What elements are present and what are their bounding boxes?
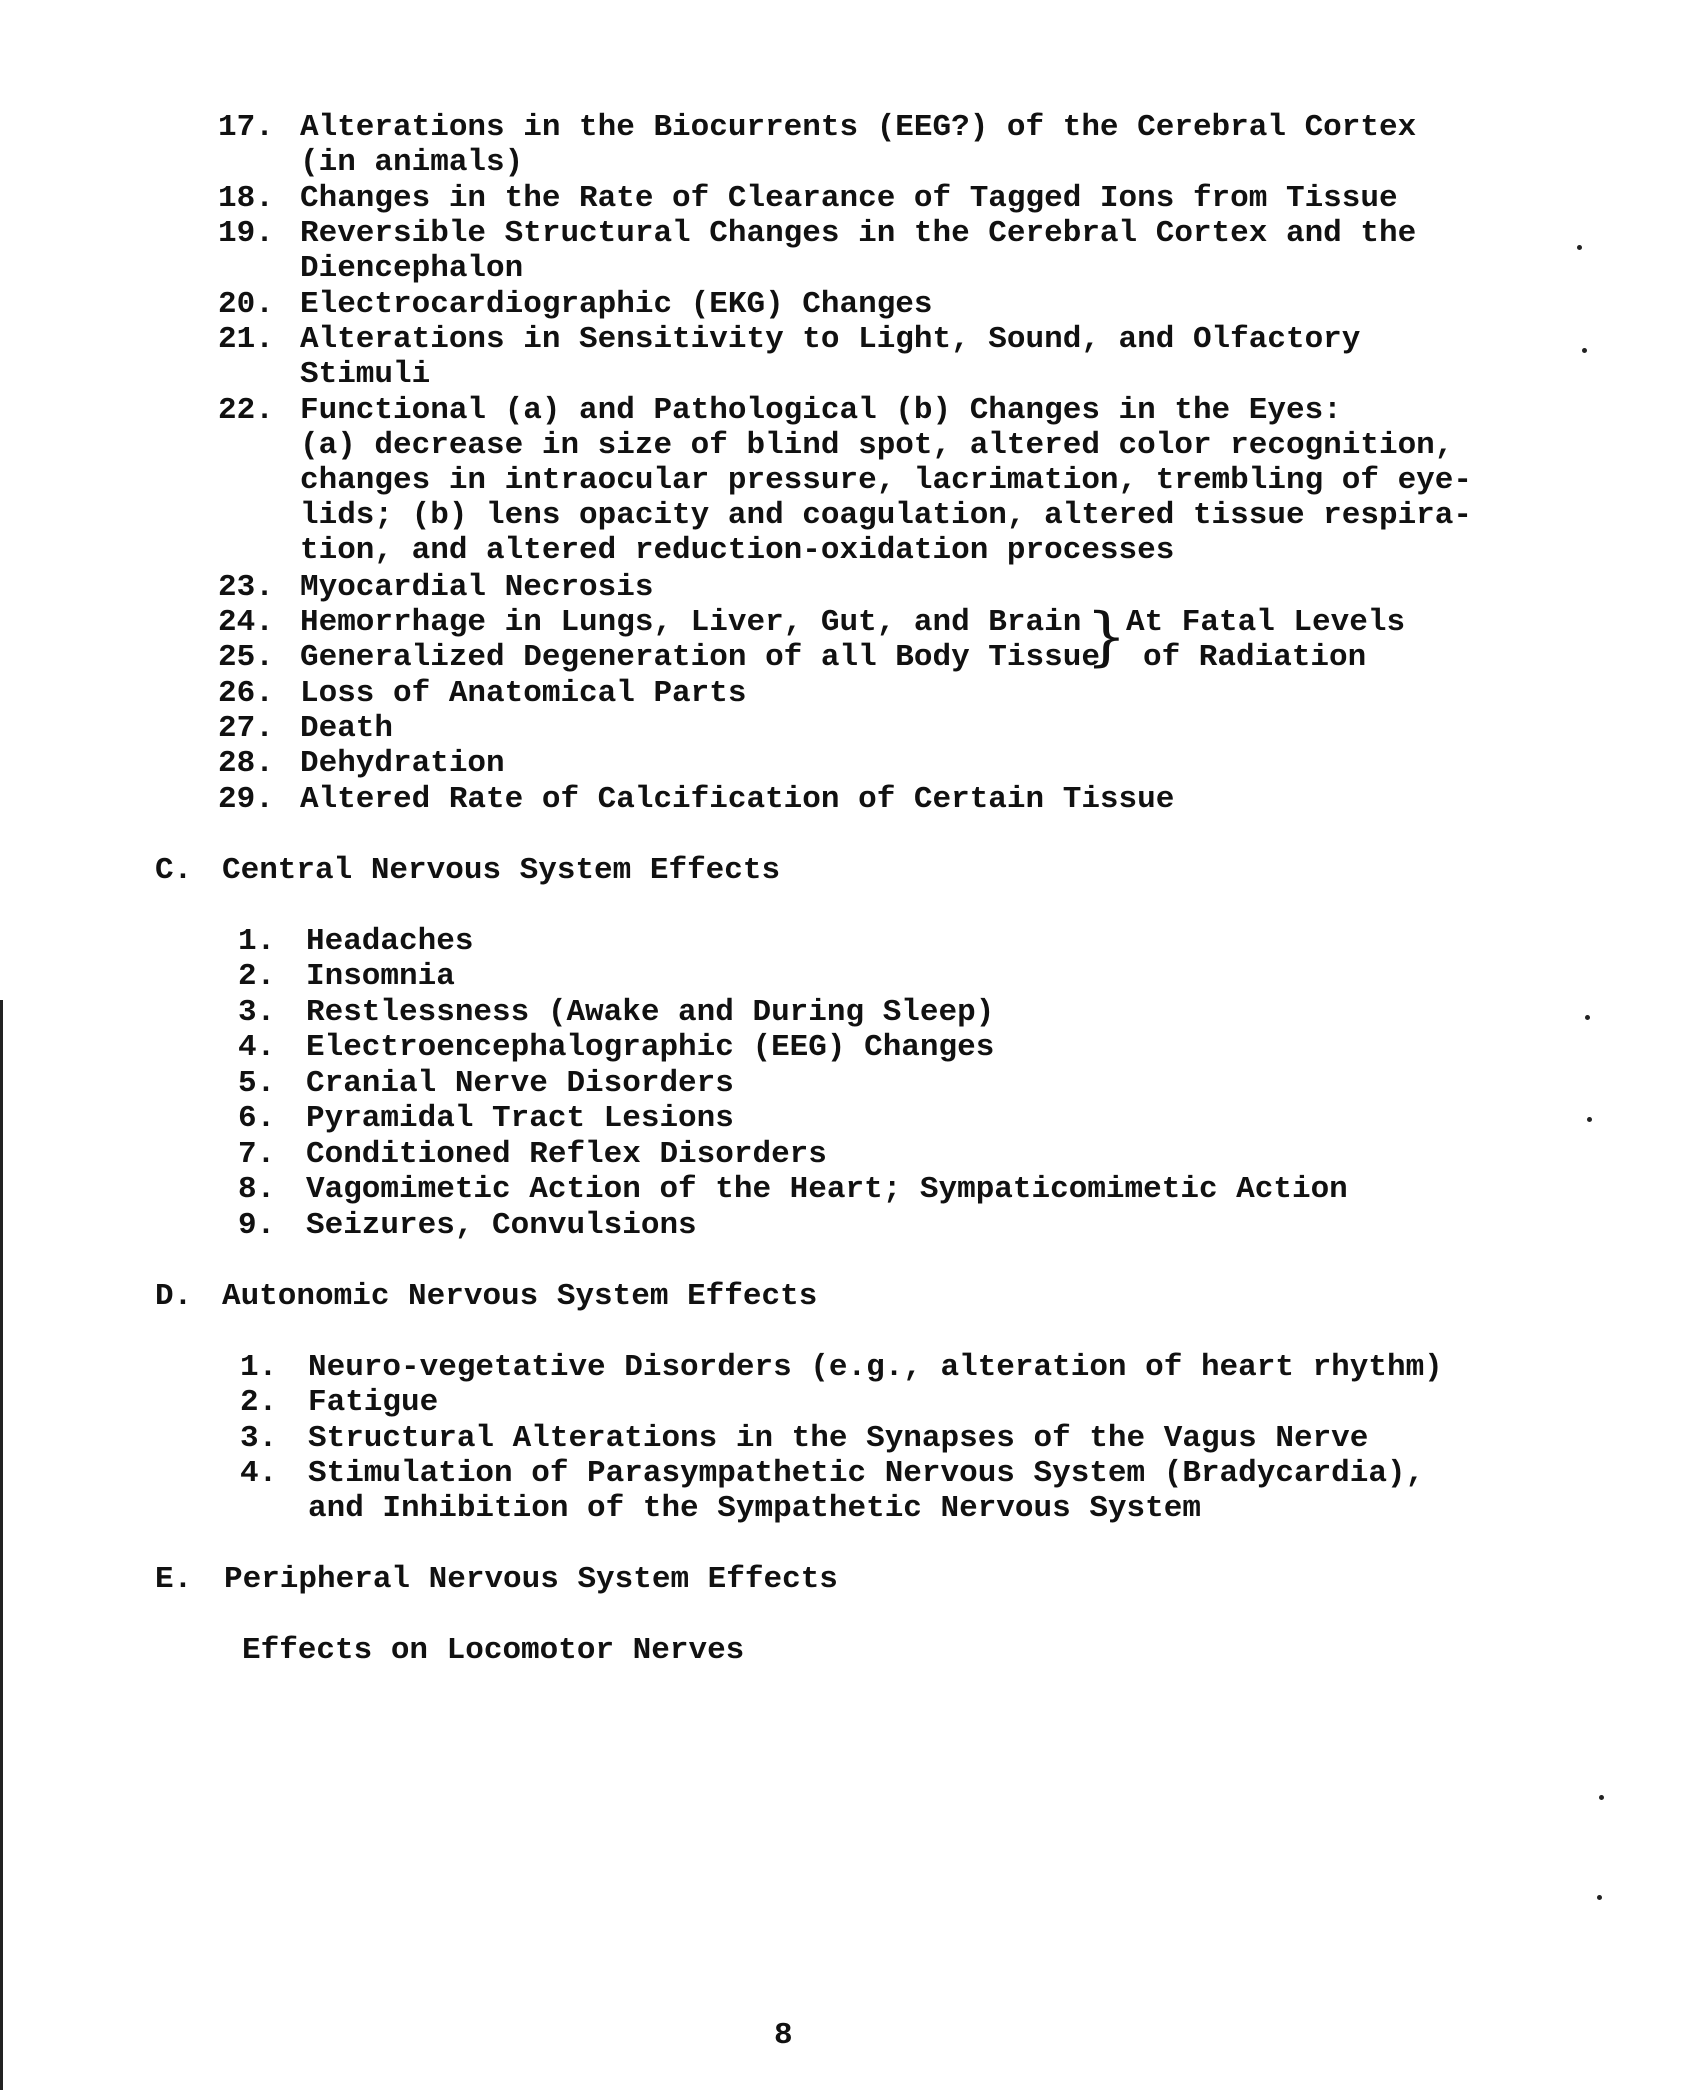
section-e-letter: E. (155, 1562, 193, 1597)
section-c-item-4-text: Electroencephalographic (EEG) Changes (306, 1030, 995, 1065)
section-c-item-8: 8. (238, 1172, 276, 1207)
section-c-item-3-text: Restlessness (Awake and During Sleep) (306, 995, 995, 1030)
list-item-18: 18. (218, 181, 274, 216)
list-item-22-text-4: lids; (b) lens opacity and coagulation, altered tissue respira- (300, 498, 1472, 533)
scan-speck (1599, 1795, 1604, 1800)
list-item-21: 21. (218, 322, 274, 357)
scan-speck (1582, 348, 1587, 353)
section-e-title: Peripheral Nervous System Effects (224, 1562, 838, 1597)
section-c-item-9: 9. (238, 1208, 276, 1243)
scan-speck (1577, 245, 1582, 250)
list-item-28: 28. (218, 746, 274, 781)
item-number: 17. (218, 110, 274, 145)
section-c-item-1-text: Headaches (306, 924, 474, 959)
section-c-title: Central Nervous System Effects (222, 853, 781, 888)
section-d-item-3: 3. (240, 1421, 278, 1456)
section-c-item-7-text: Conditioned Reflex Disorders (306, 1137, 827, 1172)
section-c-item-9-text: Seizures, Convulsions (306, 1208, 697, 1243)
section-c-item-3: 3. (238, 995, 276, 1030)
section-d-item-1-text: Neuro-vegetative Disorders (e.g., alteration of heart rhythm) (308, 1350, 1443, 1385)
scan-edge-artifact (0, 1000, 3, 2090)
section-c-item-7: 7. (238, 1137, 276, 1172)
list-item-17 (218, 110, 274, 145)
list-item-26: 26. (218, 676, 274, 711)
list-item-23: 23. (218, 570, 274, 605)
page-number: 8 (774, 2018, 793, 2053)
section-c-item-2-text: Insomnia (306, 959, 455, 994)
scan-speck (1597, 1895, 1602, 1900)
right-brace-icon: } (1086, 600, 1127, 674)
list-item-27-text-1: Death (300, 711, 394, 746)
section-c-item-1: 1. (238, 924, 276, 959)
list-item-17-text-2: (in animals) (300, 145, 524, 180)
section-d-item-2: 2. (240, 1385, 278, 1420)
list-item-22-text-1: Functional (a) and Pathological (b) Changes in the Eyes: (300, 393, 1342, 428)
list-item-19: 19. (218, 216, 274, 251)
list-item-23-text-1: Myocardial Necrosis (300, 570, 654, 605)
brace-note-line-2: of Radiation (1143, 640, 1367, 675)
list-item-19-text-1: Reversible Structural Changes in the Cerebral Cortex and the (300, 216, 1417, 251)
list-item-22-text-3: changes in intraocular pressure, lacrimation, trembling of eye- (300, 463, 1472, 498)
scan-speck (1587, 1117, 1592, 1122)
list-item-27: 27. (218, 711, 274, 746)
list-item-29: 29. (218, 782, 274, 817)
section-d-letter: D. (155, 1279, 193, 1314)
list-item-21-text-2: Stimuli (300, 357, 431, 392)
section-c-item-4: 4. (238, 1030, 276, 1065)
list-item-26-text-1: Loss of Anatomical Parts (300, 676, 747, 711)
section-c-item-5: 5. (238, 1066, 276, 1101)
list-item-19-text-2: Diencephalon (300, 251, 524, 286)
list-item-29-text-1: Altered Rate of Calcification of Certain Tissue (300, 782, 1175, 817)
section-c-item-8-text: Vagomimetic Action of the Heart; Sympaticomimetic Action (306, 1172, 1348, 1207)
list-item-25: 25. (218, 640, 274, 675)
section-c-item-6: 6. (238, 1101, 276, 1136)
list-item-25-text-1: Generalized Degeneration of all Body Tissue (300, 640, 1100, 675)
section-e-subtitle: Effects on Locomotor Nerves (242, 1633, 745, 1668)
section-d-item-1: 1. (240, 1350, 278, 1385)
list-item-21-text-1: Alterations in Sensitivity to Light, Sound, and Olfactory (300, 322, 1361, 357)
list-item-24-text-1: Hemorrhage in Lungs, Liver, Gut, and Brain (300, 605, 1082, 640)
scan-speck (1585, 1015, 1590, 1020)
list-item-24: 24. (218, 605, 274, 640)
section-d-item-2-text: Fatigue (308, 1385, 439, 1420)
section-d-item-4-text-2: and Inhibition of the Sympathetic Nervous System (308, 1491, 1201, 1526)
list-item-22-text-5: tion, and altered reduction-oxidation processes (300, 533, 1175, 568)
list-item-20-text-1: Electrocardiographic (EKG) Changes (300, 287, 933, 322)
section-d-item-3-text: Structural Alterations in the Synapses of the Vagus Nerve (308, 1421, 1369, 1456)
list-item-28-text-1: Dehydration (300, 746, 505, 781)
list-item-17-text-1: Alterations in the Biocurrents (EEG?) of the Cerebral Cortex (300, 110, 1417, 145)
list-item-22: 22. (218, 393, 274, 428)
section-c-letter: C. (155, 853, 193, 888)
list-item-18-text-1: Changes in the Rate of Clearance of Tagged Ions from Tissue (300, 181, 1398, 216)
section-d-title: Autonomic Nervous System Effects (222, 1279, 818, 1314)
section-d-item-4-text-1: Stimulation of Parasympathetic Nervous System (Bradycardia), (308, 1456, 1425, 1491)
list-item-22-text-2: (a) decrease in size of blind spot, altered color recognition, (300, 428, 1454, 463)
brace-note-line-1: At Fatal Levels (1126, 605, 1406, 640)
section-c-item-2: 2. (238, 959, 276, 994)
list-item-20: 20. (218, 287, 274, 322)
section-c-item-5-text: Cranial Nerve Disorders (306, 1066, 734, 1101)
section-d-item-4: 4. (240, 1456, 278, 1491)
section-c-item-6-text: Pyramidal Tract Lesions (306, 1101, 734, 1136)
